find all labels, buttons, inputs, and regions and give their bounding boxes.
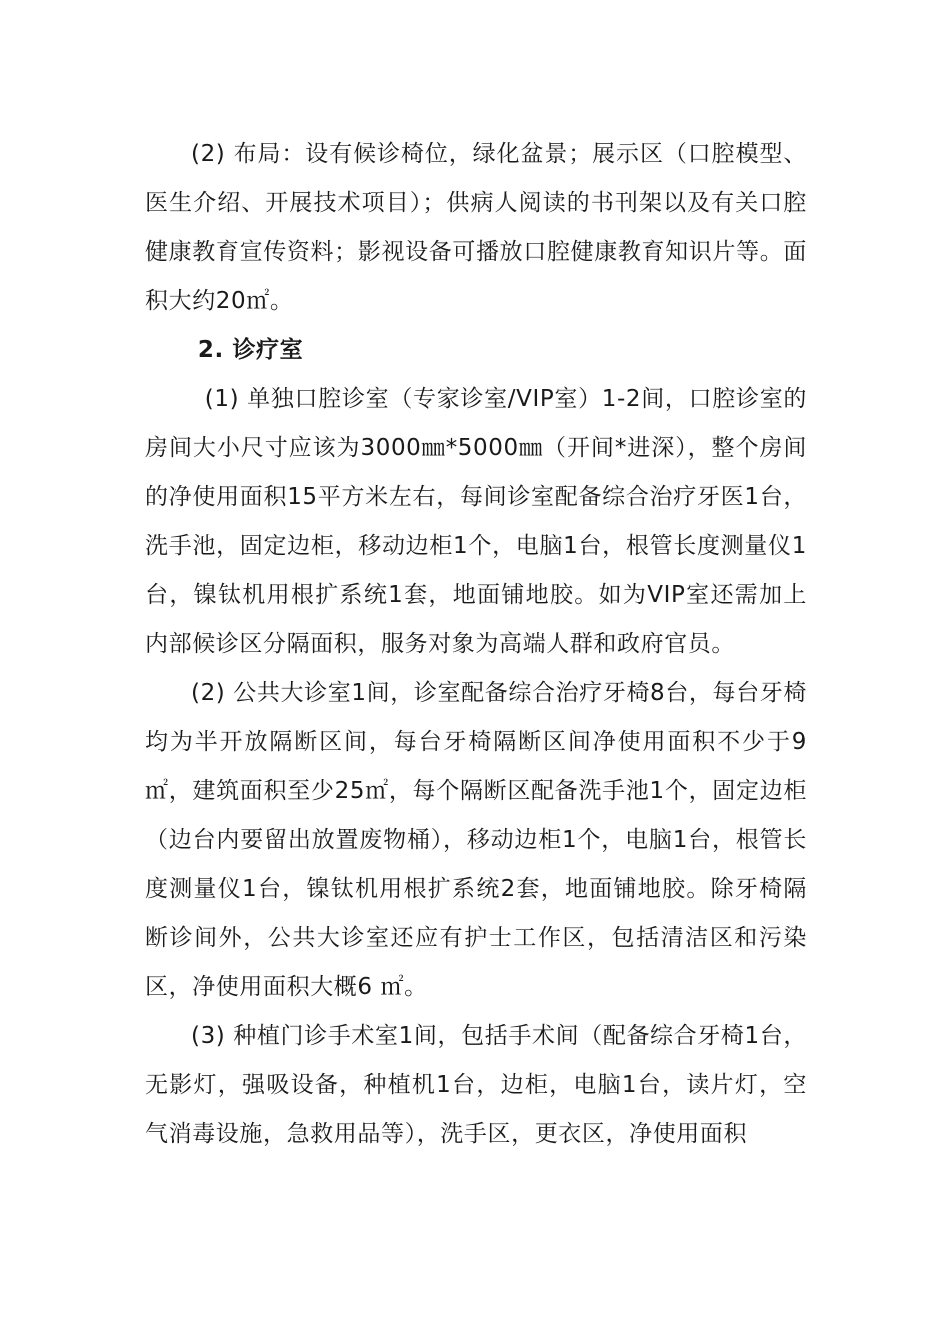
layout-paragraph: (2) 布局：设有候诊椅位，绿化盆景；展示区（口腔模型、医生介绍、开展技术项目）；供病人阅读的书刊架以及有关口腔健康教育宣传资料；影视设备可播放口腔健康教育知识片等。面积大约20㎡。 <box>145 141 807 314</box>
document-body <box>145 130 807 1159</box>
section-heading: 2. 诊疗室 <box>197 337 304 363</box>
clinic-room-paragraph-2: (2) 公共大诊室1间，诊室配备综合治疗牙椅8台，每台牙椅均为半开放隔断区间，每台牙椅隔断区间净使用面积不少于9㎡，建筑面积至少25㎡，每个隔断区配备洗手池1个，固定边柜（边台内要留出放置废物桶），移动边柜1个，电脑1台，根管长度测量仪1台，镍钛机用根扩系统2套，地面铺地胶。除牙椅隔断诊间外，公共大诊室还应有护士工作区，包括清洁区和污染区，净使用面积大概6 ㎡。 <box>145 680 807 1000</box>
clinic-room-paragraph-1: (1) 单独口腔诊室（专家诊室/VIP室）1-2间，口腔诊室的房间大小尺寸应该为3000㎜*5000㎜（开间*进深），整个房间的净使用面积15平方米左右，每间诊室配备综合治疗牙医1台，洗手池，固定边柜，移动边柜1个，电脑1台，根管长度测量仪1台，镍钛机用根扩系统1套，地面铺地胶。如为VIP室还需加上内部候诊区分隔面积，服务对象为高端人群和政府官员。 <box>145 386 807 657</box>
clinic-room-paragraph-3: (3) 种植门诊手术室1间，包括手术间（配备综合牙椅1台，无影灯，强吸设备，种植机1台，边柜，电脑1台，读片灯，空气消毒设施，急救用品等），洗手区，更衣区，净使用面积 <box>145 1023 807 1147</box>
